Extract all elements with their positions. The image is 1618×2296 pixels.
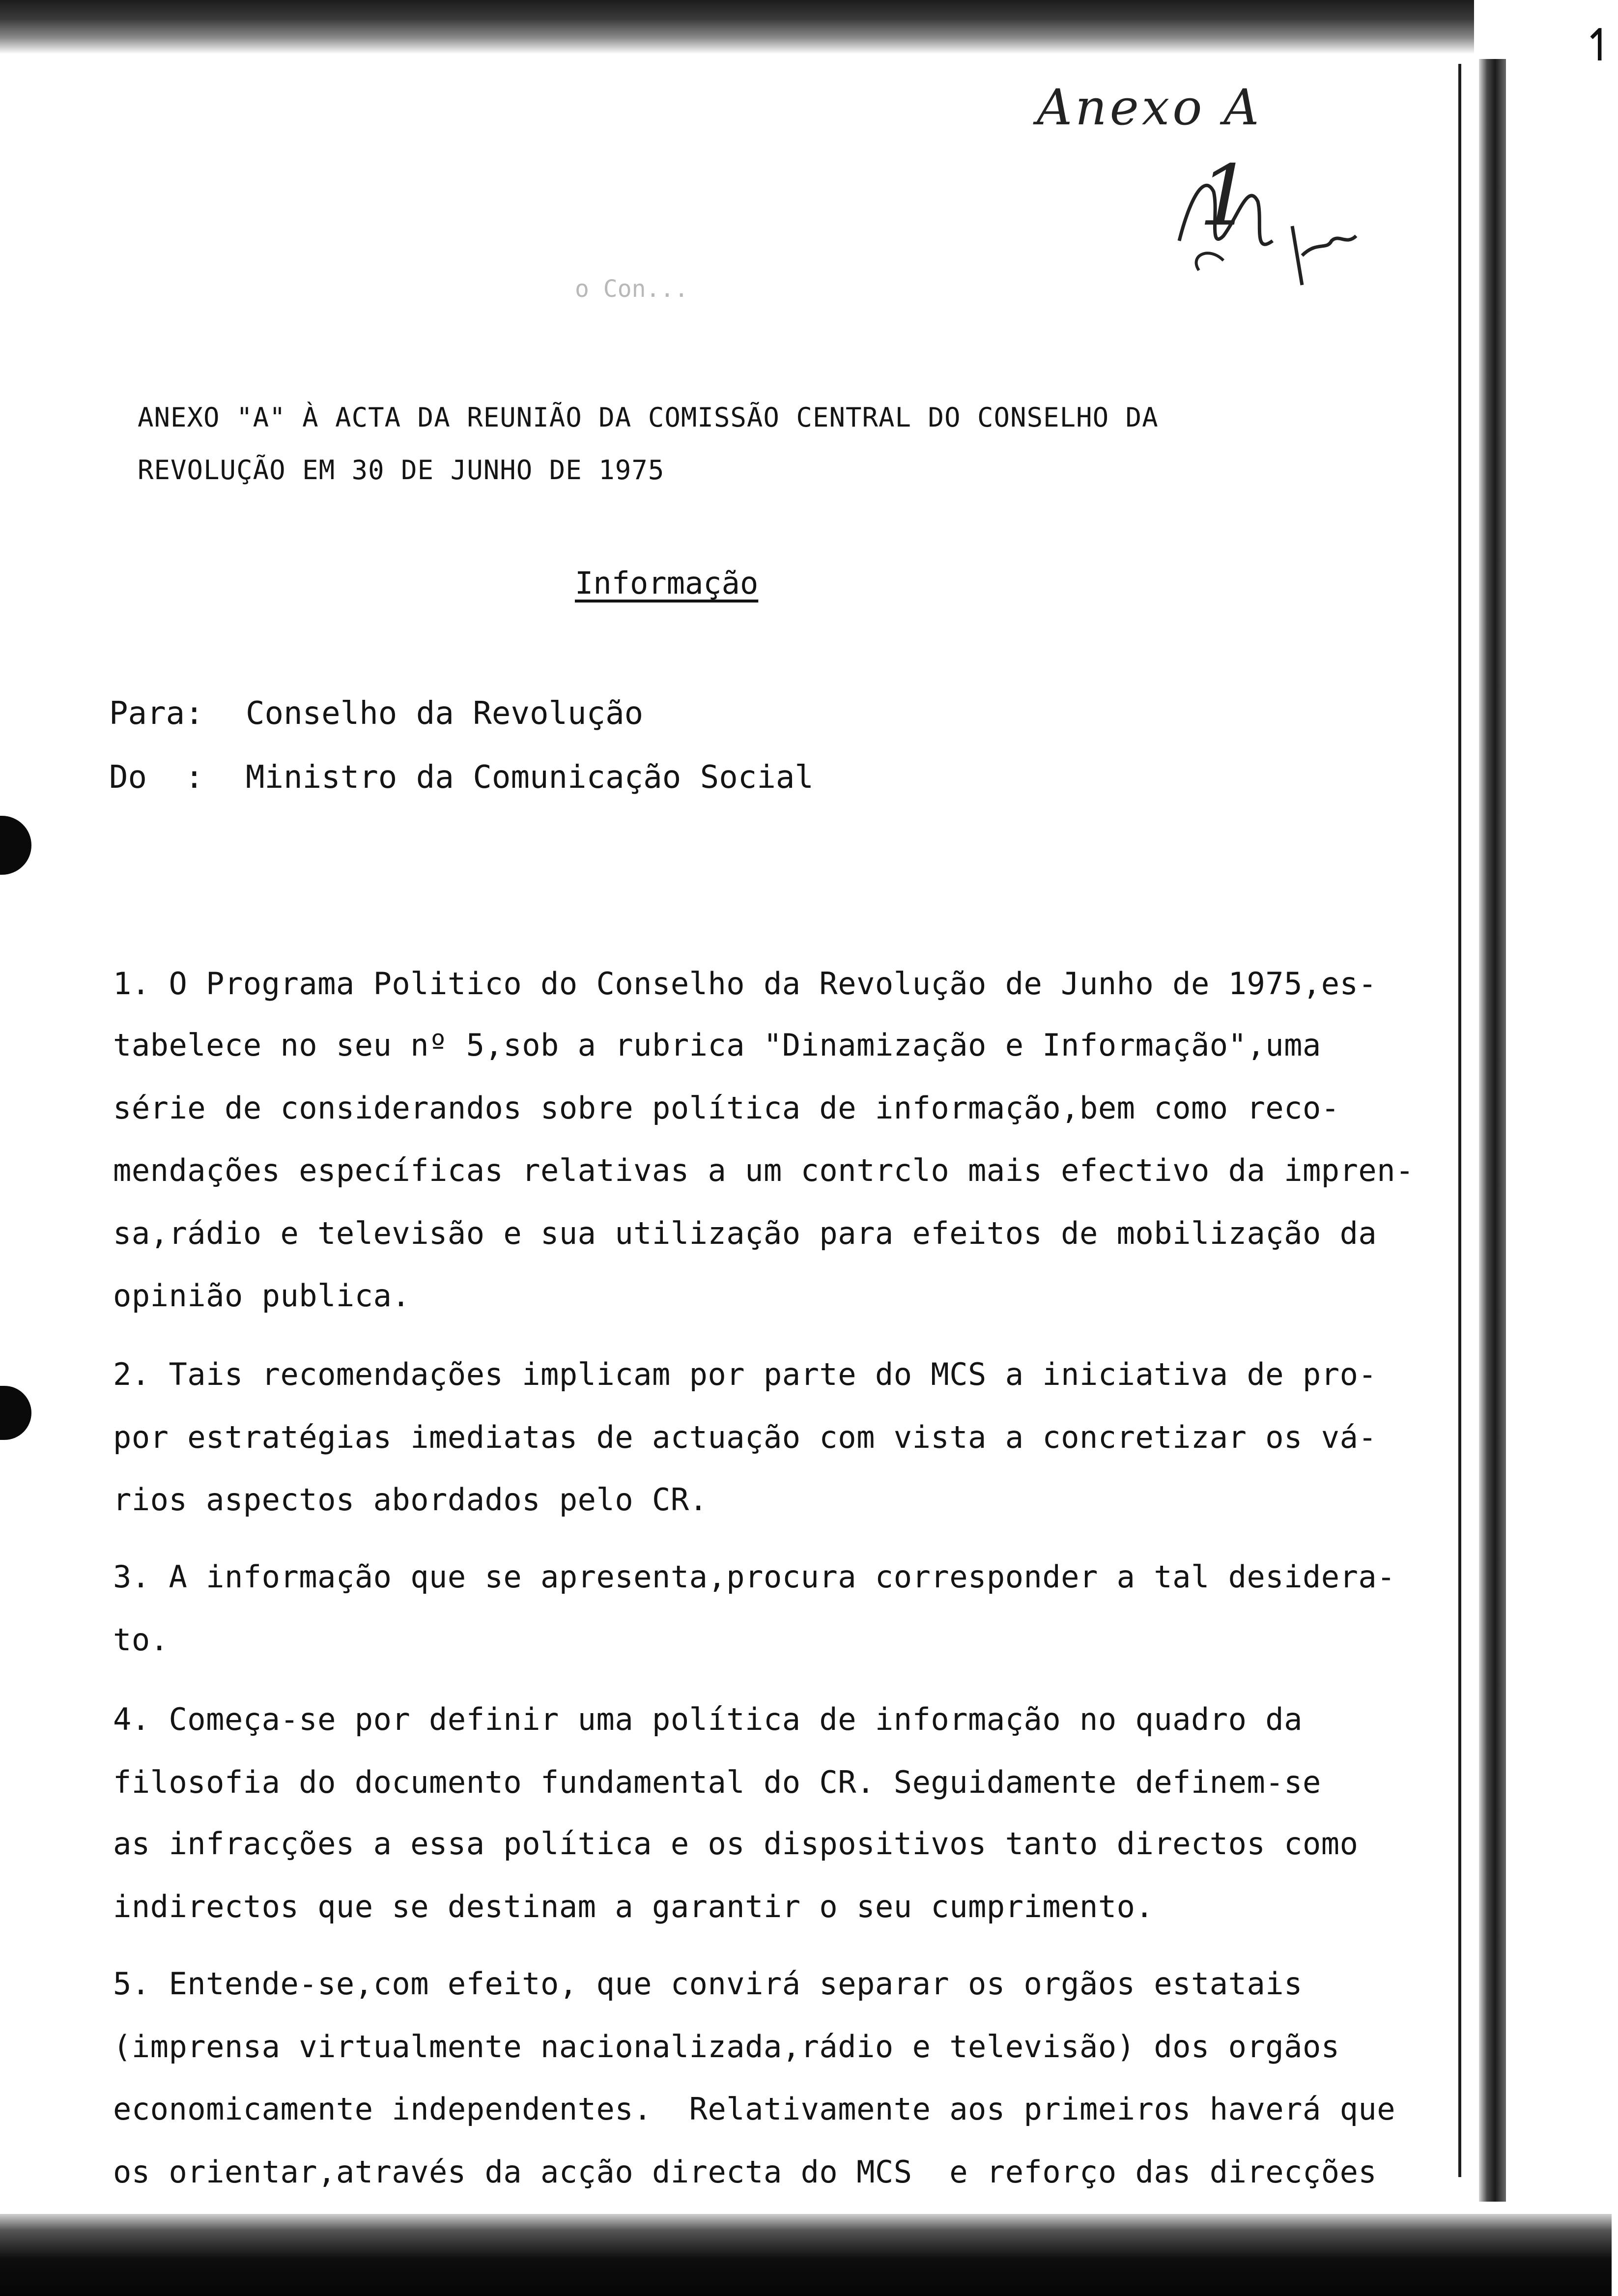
paragraph-1-line-5: sa,rádio e televisão e sua utilização para efeitos de mobilização da [113, 1215, 1377, 1251]
paragraph-5-line-2: (imprensa virtualmente nacionalizada,rádio e televisão) dos orgãos [113, 2029, 1340, 2065]
scan-right-edge [1479, 59, 1506, 2202]
scan-bottom-edge [0, 2214, 1612, 2296]
paragraph-5-line-1: 5. Entende-se,com efeito, que convirá separar os orgãos estatais [113, 1966, 1303, 2002]
sender-label: Do : [109, 759, 204, 796]
paragraph-1-line-1: 1. O Programa Politico do Conselho da Revolução de Junho de 1975,es- [113, 966, 1377, 1002]
handwritten-page-number: 1 [1199, 147, 1252, 245]
paragraph-5-line-3: economicamente independentes. Relativamente aos primeiros haverá que [113, 2091, 1396, 2127]
recipient-value: Conselho da Revolução [246, 695, 644, 732]
punch-hole-lower [0, 1386, 31, 1440]
paragraph-2-line-2: por estratégias imediatas de actuação com vista a concretizar os vá- [113, 1419, 1377, 1455]
paragraph-3-line-2: to. [113, 1622, 169, 1658]
paragraph-4-line-3: as infracções a essa política e os dispositivos tanto directos como [113, 1826, 1359, 1862]
paragraph-1-line-3: série de considerandos sobre política de informação,bem como reco- [113, 1090, 1340, 1126]
handwritten-signature [1169, 143, 1366, 300]
paragraph-2-line-3: rios aspectos abordados pelo CR. [113, 1482, 708, 1518]
paragraph-4-line-1: 4. Começa-se por definir uma política de informação no quadro da [113, 1701, 1303, 1737]
scan-top-edge [0, 0, 1474, 54]
document-header-line-1: ANEXO "A" À ACTA DA REUNIÃO DA COMISSÃO CENTRAL DO CONSELHO DA [138, 402, 1159, 433]
paragraph-1-line-2: tabelece no seu nº 5,sob a rubrica "Dinamização e Informação",uma [113, 1027, 1321, 1063]
paragraph-5-line-4: os orientar,através da acção directa do MCS e reforço das direcções [113, 2154, 1377, 2190]
punch-hole-upper [0, 816, 31, 875]
handwritten-annex-note: Anexo A [1037, 79, 1262, 136]
paragraph-4-line-4: indirectos que se destinam a garantir o seu cumprimento. [113, 1889, 1154, 1924]
recipient-label: Para: [109, 695, 204, 732]
paragraph-4-line-2: filosofia do documento fundamental do CR. Seguidamente definem-se [113, 1764, 1321, 1800]
paragraph-1-line-4: mendações específicas relativas a um contrclo mais efectivo da impren- [113, 1152, 1414, 1188]
page-border-line [1458, 64, 1461, 2177]
paragraph-3-line-1: 3. A informação que se apresenta,procura corresponder a tal desidera- [113, 1559, 1396, 1595]
paragraph-2-line-1: 2. Tais recomendações implicam por parte do MCS a iniciativa de pro- [113, 1356, 1377, 1392]
paragraph-1-line-6: opinião publica. [113, 1278, 411, 1314]
document-title: Informação [575, 565, 759, 601]
faint-stamp-text: o Con... [575, 275, 689, 303]
sender-value: Ministro da Comunicação Social [246, 759, 814, 796]
document-header-line-2: REVOLUÇÃO EM 30 DE JUNHO DE 1975 [138, 455, 665, 486]
scan-mark-top-right: ↿ [1581, 20, 1618, 71]
